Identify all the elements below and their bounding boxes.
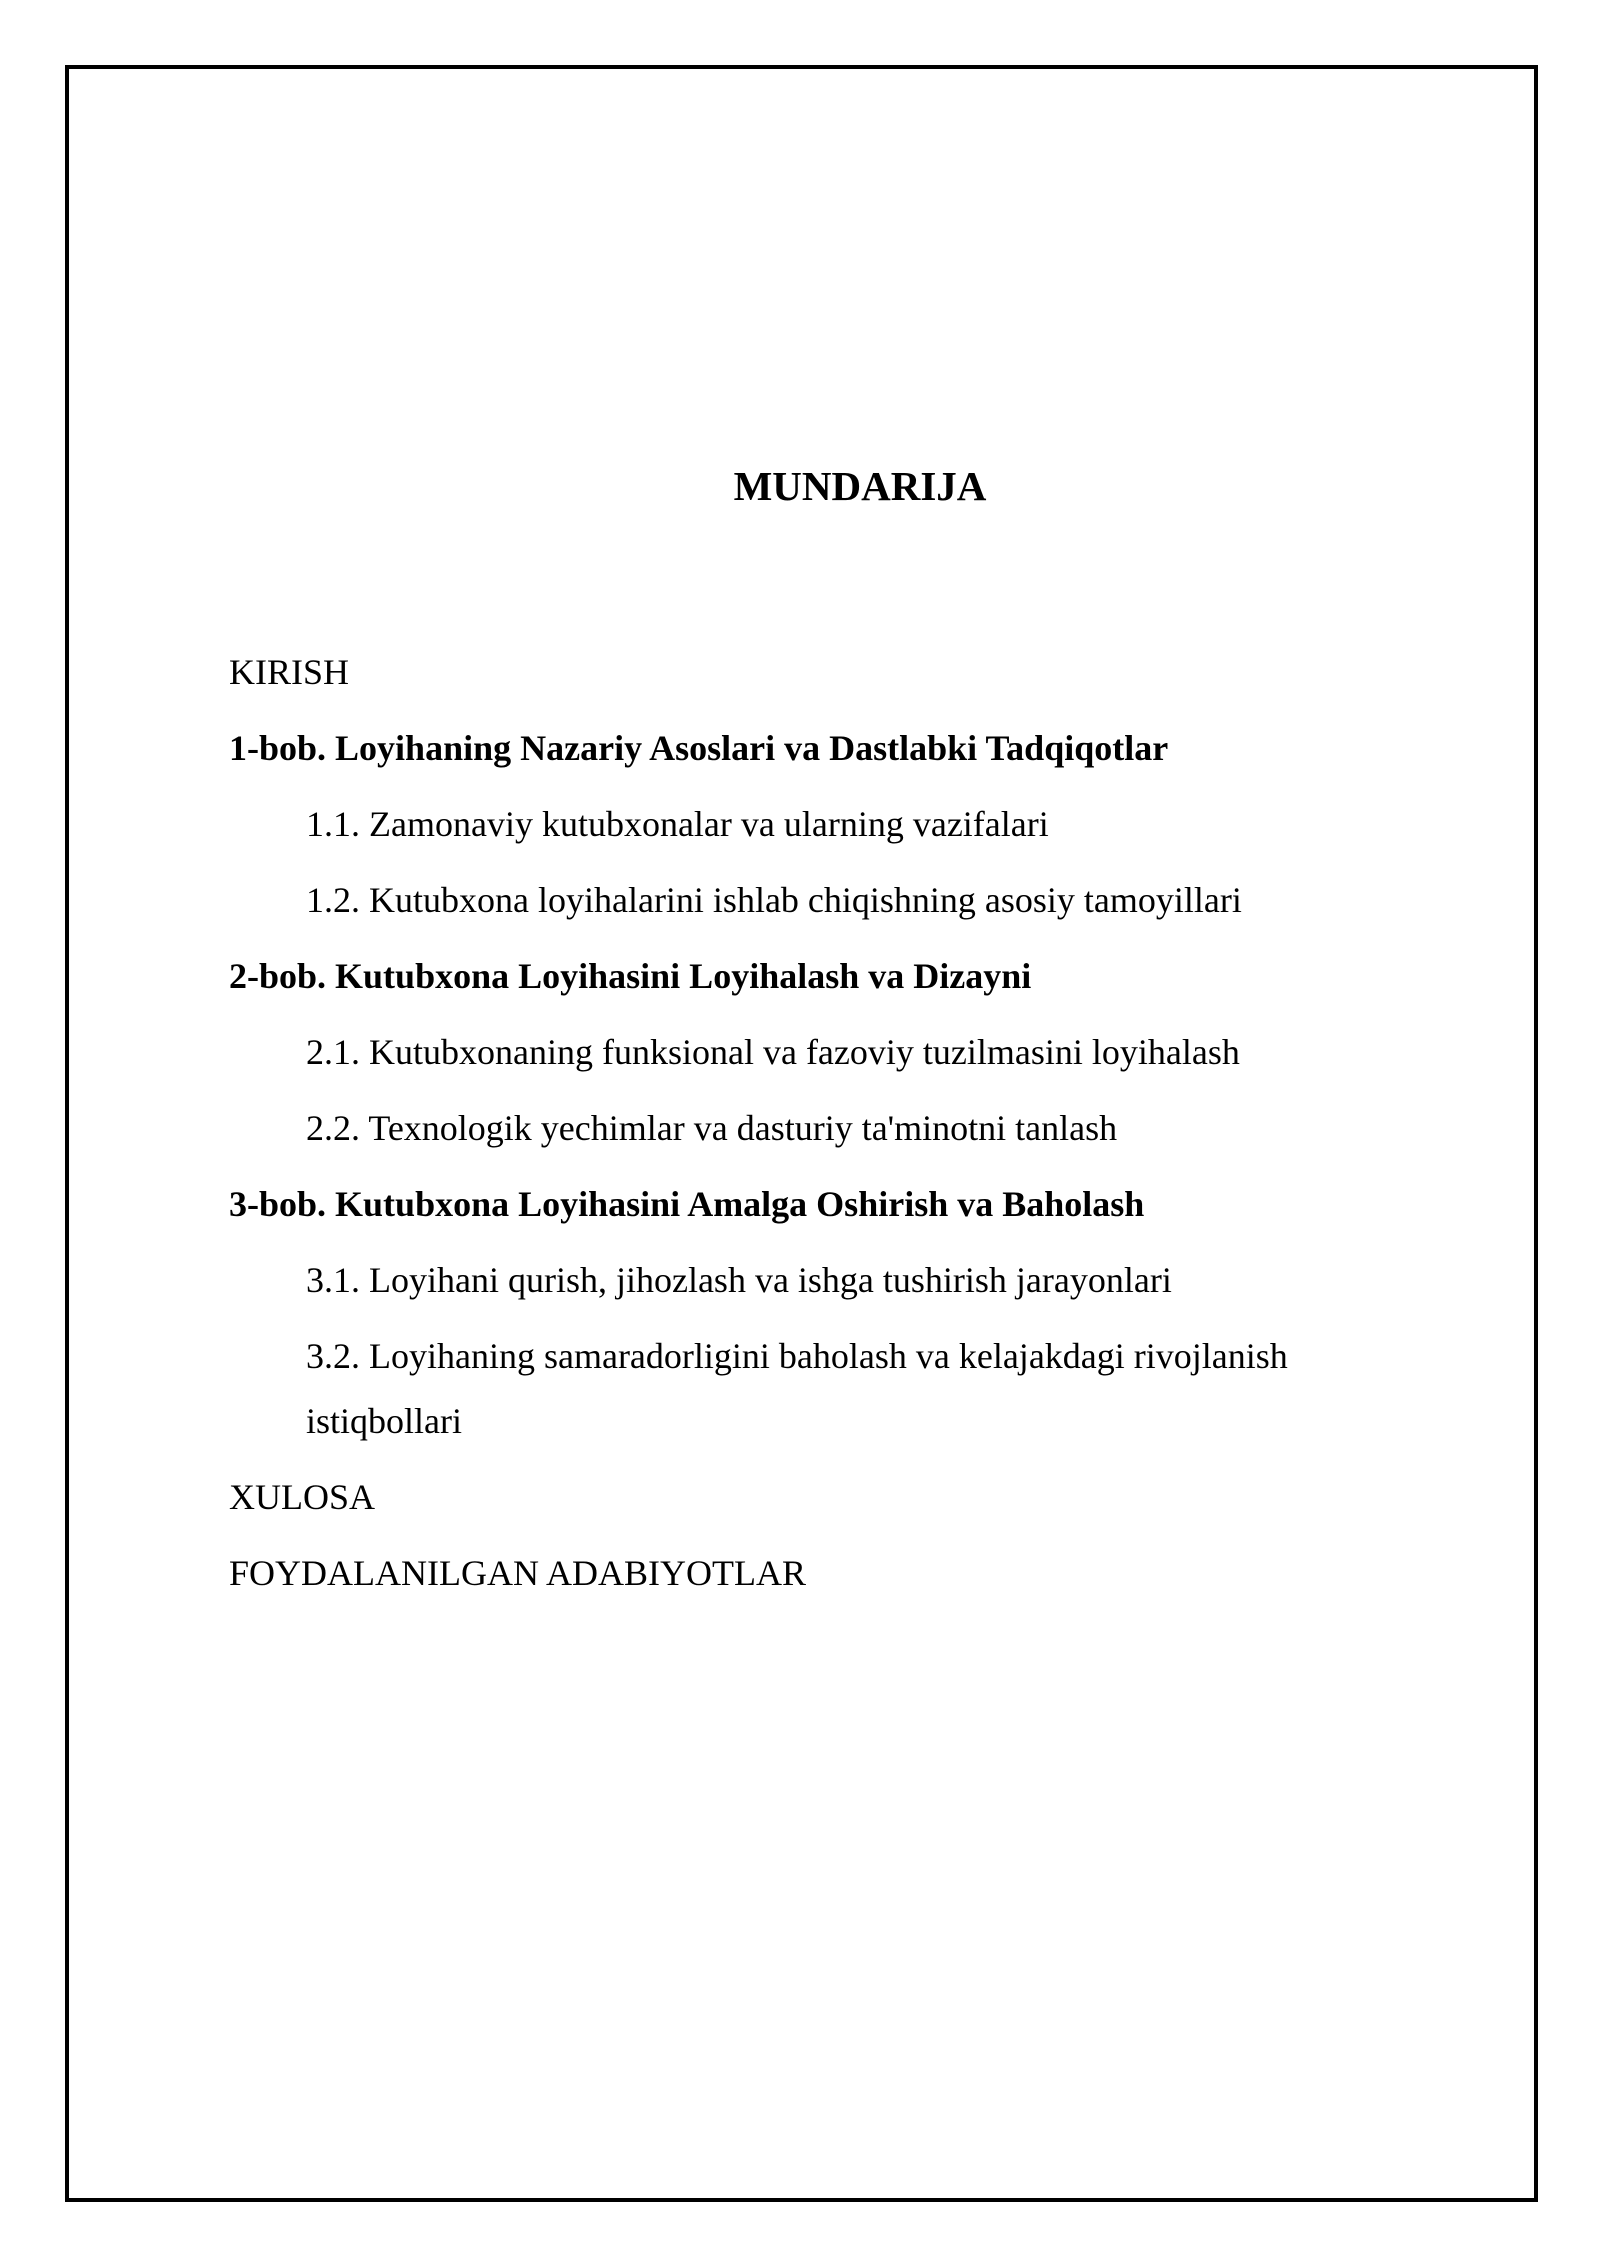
page-title: MUNDARIJA <box>733 463 987 509</box>
table-of-contents <box>229 640 1389 1617</box>
toc-entry-references: FOYDALANILGAN ADABIYOTLAR <box>229 1553 806 1593</box>
toc-section-1-1: 1.1. Zamonaviy kutubxonalar va ularning vazifalari <box>306 804 1049 844</box>
toc-section-3-2: 3.2. Loyihaning samaradorligini baholash va kelajakdagi rivojlanish istiqbollari <box>306 1336 1288 1441</box>
toc-entry-intro: KIRISH <box>229 652 350 692</box>
toc-section-2-2: 2.2. Texnologik yechimlar va dasturiy ta'minotni tanlash <box>306 1108 1118 1148</box>
toc-entry-conclusion: XULOSA <box>229 1477 376 1517</box>
toc-section-3-1: 3.1. Loyihani qurish, jihozlash va ishga tushirish jarayonlari <box>306 1260 1172 1300</box>
toc-section-1-2: 1.2. Kutubxona loyihalarini ishlab chiqishning asosiy tamoyillari <box>306 880 1242 920</box>
toc-chapter-1: 1-bob. Loyihaning Nazariy Asoslari va Dastlabki Tadqiqotlar <box>229 728 1169 768</box>
toc-chapter-3: 3-bob. Kutubxona Loyihasini Amalga Oshirish va Baholash <box>229 1184 1145 1224</box>
toc-section-2-1: 2.1. Kutubxonaning funksional va fazoviy tuzilmasini loyihalash <box>306 1032 1240 1072</box>
toc-chapter-2: 2-bob. Kutubxona Loyihasini Loyihalash va Dizayni <box>229 956 1032 996</box>
